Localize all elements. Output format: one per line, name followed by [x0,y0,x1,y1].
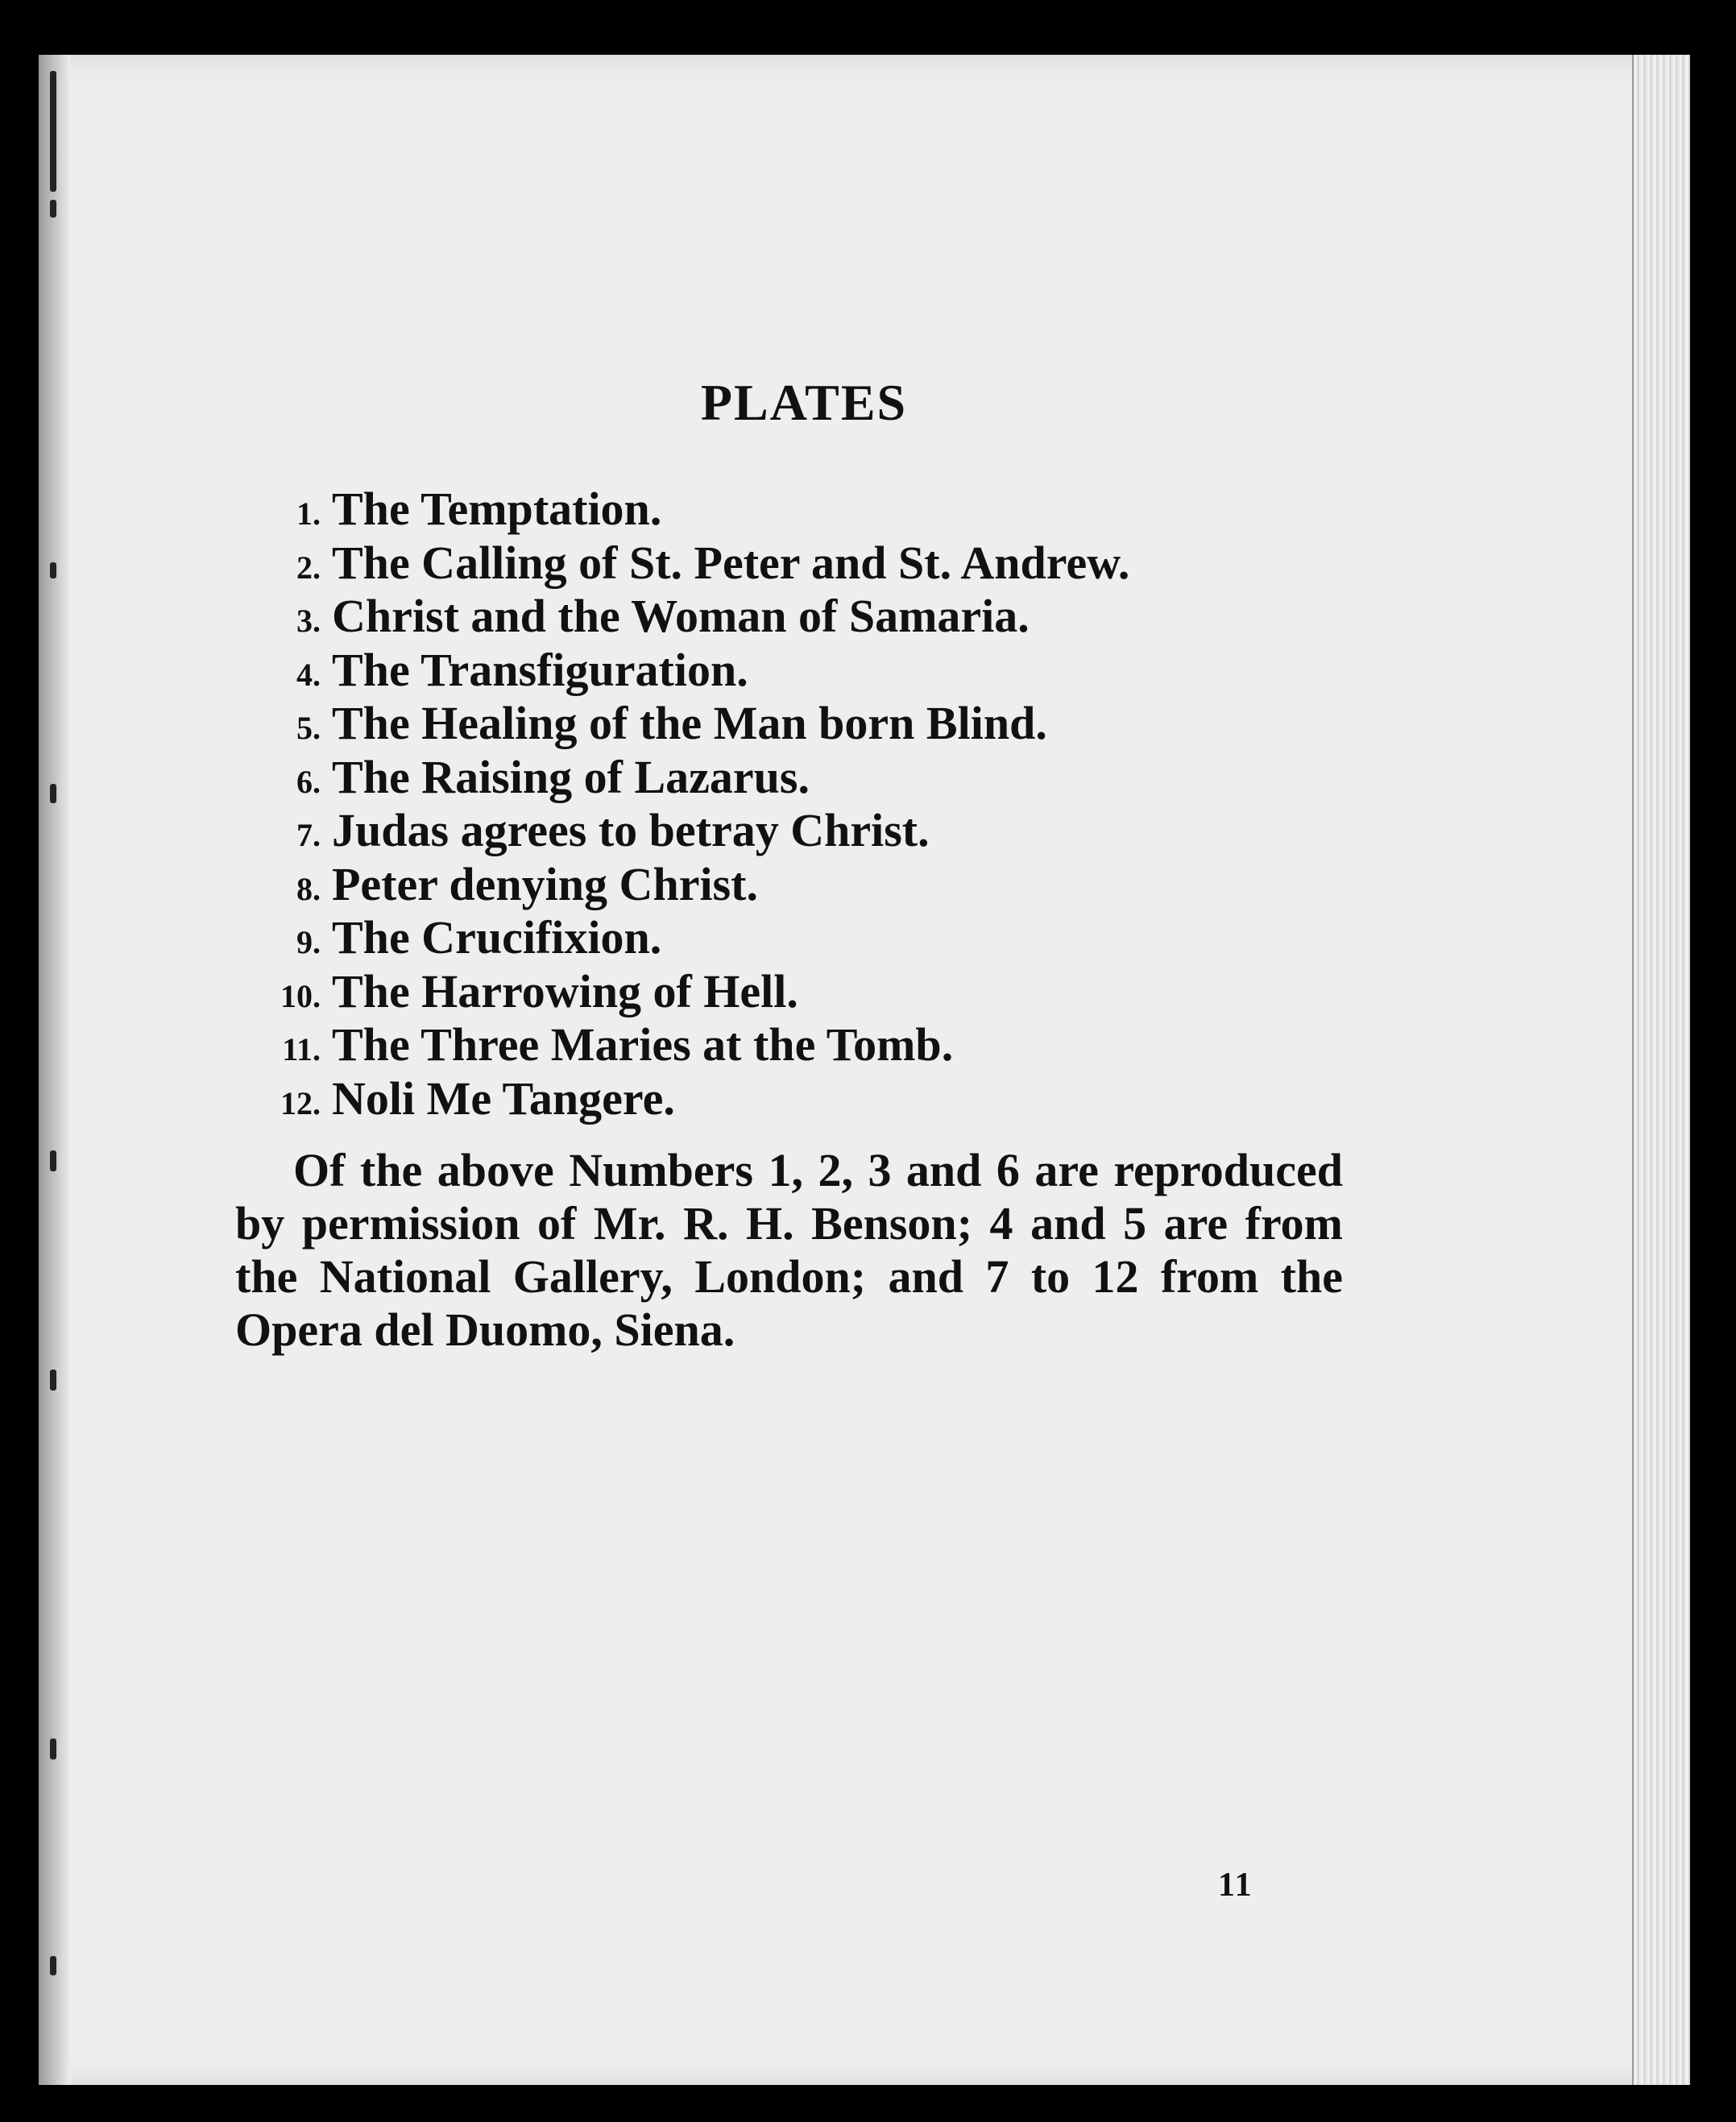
plate-number: 3. [296,603,321,639]
plate-number: 4. [296,656,321,693]
plate-title: Noli Me Tangere. [332,1071,675,1125]
plate-number: 5. [296,710,321,746]
list-item [232,857,1129,911]
list-item [232,643,1129,697]
plate-number: 6. [296,763,321,800]
binding-mark [50,71,56,192]
list-item [232,964,1129,1018]
page-edge [1632,55,1690,2085]
list-item [232,803,1129,857]
plate-title: The Three Maries at the Tomb. [332,1018,954,1071]
binding-mark [50,1739,56,1759]
page-title: PLATES [700,374,908,431]
book-page [39,55,1690,2085]
list-item [232,696,1129,750]
plate-title: Christ and the Woman of Samaria. [332,590,1030,642]
plate-title: Judas agrees to betray Christ. [332,804,930,856]
plate-number: 10. [280,977,321,1014]
binding-mark [50,1370,56,1390]
list-item [232,1017,1129,1071]
plate-title: The Raising of Lazarus. [332,750,810,803]
list-item [232,589,1129,643]
page-number: 11 [1218,1867,1253,1904]
plate-number: 2. [296,549,321,586]
list-item [232,910,1129,964]
plate-number: 1. [296,495,321,532]
binding-mark [50,784,56,803]
plate-number: 8. [296,870,321,907]
plate-title: The Temptation. [332,483,662,535]
list-item [232,750,1129,804]
binding-mark [50,1150,56,1171]
binding-mark [50,562,56,578]
plate-title: The Harrowing of Hell. [332,964,798,1017]
plate-title: The Healing of the Man born Blind. [332,697,1047,749]
plates-list [232,482,1129,1125]
plate-title: The Crucifixion. [332,911,662,964]
plate-title: The Transfiguration. [332,643,748,696]
list-item [232,536,1129,590]
plate-number: 11. [282,1031,321,1067]
binding-mark [50,200,56,218]
plate-title: Peter denying Christ. [332,857,758,910]
list-item [232,482,1129,536]
plate-number: 7. [296,817,321,853]
gutter-shadow [39,55,71,2085]
credits-note: Of the above Numbers 1, 2, 3 and 6 are reproduced by permission of Mr. R. H. Benson; 4 and 5 are from the National Gallery, London; and 7 to 12 from the Opera del Duomo, Siena. [235,1144,1343,1356]
list-item [232,1071,1129,1125]
plate-number: 9. [296,924,321,960]
plate-title: The Calling of St. Peter and St. Andrew. [332,536,1130,589]
plate-number: 12. [280,1084,321,1121]
binding-mark [50,1956,56,1975]
